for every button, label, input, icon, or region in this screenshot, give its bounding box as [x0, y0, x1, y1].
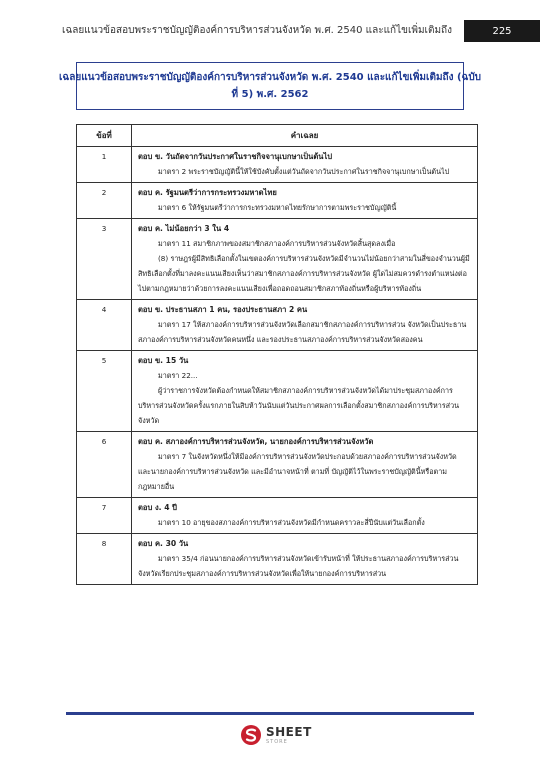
- logo-subtext: STORE: [266, 738, 288, 745]
- document-title-box: [58, 62, 482, 110]
- answer-choice: ตอบ ค. รัฐมนตรีว่าการกระทรวงมหาดไทย: [138, 188, 277, 197]
- page-number: 225: [464, 20, 540, 42]
- table-row: [77, 432, 478, 498]
- row-answer-cell: [132, 219, 478, 300]
- answer-explanation: มาตรา 6 ให้รัฐมนตรีว่าการกระทรวงมหาดไทยรักษาการตามพระราชบัญญัตินี้: [158, 203, 397, 212]
- answer-explanation: มาตรา 35/4 ก่อนนายกองค์การบริหารส่วนจังหวัดเข้ารับหน้าที่ ให้ประธานสภาองค์การบริหารส่วนจังหวัดเรียกประชุมสภาองค์การบริหารส่วนจังหวัดเพื่อให้นายกองค์การบริหารส่วน: [138, 554, 459, 578]
- row-number: 3: [77, 219, 132, 300]
- table-row: [77, 183, 478, 219]
- table-row: [77, 300, 478, 351]
- row-answer-cell: [132, 498, 478, 534]
- answer-choice: ตอบ ค. สภาองค์การบริหารส่วนจังหวัด, นายกองค์การบริหารส่วนจังหวัด: [138, 437, 374, 446]
- running-header: [0, 20, 540, 42]
- row-number: 6: [77, 432, 132, 498]
- row-answer-cell: [132, 351, 478, 432]
- row-number: 5: [77, 351, 132, 432]
- row-number: 4: [77, 300, 132, 351]
- running-title: เฉลยแนวข้อสอบพระราชบัญญัติองค์การบริหารส่วนจังหวัด พ.ศ. 2540 และแก้ไขเพิ่มเติมถึง: [62, 25, 452, 36]
- row-answer-cell: [132, 432, 478, 498]
- answer-explanation: มาตรา 10 อายุของสภาองค์การบริหารส่วนจังหวัดมีกำหนดคราวละสี่ปีนับแต่วันเลือกตั้ง: [158, 518, 425, 527]
- column-header-number: ข้อที่: [77, 125, 132, 147]
- row-number: 7: [77, 498, 132, 534]
- row-number: 8: [77, 534, 132, 585]
- answer-explanation: มาตรา 17 ให้สภาองค์การบริหารส่วนจังหวัดเลือกสมาชิกสภาองค์การบริหารส่วน จังหวัดเป็นประธานสภาองค์การบริหารส่วนจังหวัดคนหนึ่ง และรองประธานสภาองค์การบริหารส่วนจังหวัดสองคน: [138, 320, 467, 344]
- answer-choice: ตอบ ค. ไม่น้อยกว่า 3 ใน 4: [138, 224, 230, 233]
- answer-explanation: มาตรา 7 ในจังหวัดหนึ่งให้มีองค์การบริหารส่วนจังหวัดประกอบด้วยสภาองค์การบริหารส่วนจังหวัด และนายกองค์การบริหารส่วนจังหวัด และมีอำนาจหน้าที่ ตามที่ บัญญัติไว้ในพระราชบัญญัตินี้หรือตามกฎหมายอื่น: [138, 452, 457, 491]
- row-answer-cell: [132, 147, 478, 183]
- table-row: [77, 219, 478, 300]
- answer-explanation: ผู้ว่าราชการจังหวัดต้องกำหนดให้สมาชิกสภาองค์การบริหารส่วนจังหวัดได้มาประชุมสภาองค์การบริหารส่วนจังหวัดครั้งแรกภายในสิบห้าวันนับแต่วันประกาศผลการเลือกตั้งสมาชิกสภาองค์การบริหารส่วนจังหวัด: [138, 386, 460, 425]
- footer-divider: [66, 712, 474, 715]
- row-answer-cell: [132, 300, 478, 351]
- answer-table: [76, 124, 478, 585]
- title-line-1: เฉลยแนวข้อสอบพระราชบัญญัติองค์การบริหารส่วนจังหวัด พ.ศ. 2540 และแก้ไขเพิ่มเติมถึง (ฉบับ: [58, 72, 482, 83]
- table-header-row: [77, 125, 478, 147]
- sheet-logo-icon: [240, 724, 262, 746]
- answer-choice: ตอบ ข. วันถัดจากวันประกาศในราชกิจจานุเบกษาเป็นต้นไป: [138, 152, 333, 161]
- row-answer-cell: [132, 534, 478, 585]
- table-row: [77, 498, 478, 534]
- answer-explanation: มาตรา 2 พระราชบัญญัตินี้ให้ใช้บังคับตั้งแต่วันถัดจากวันประกาศในราชกิจจานุเบกษาเป็นต้นไป: [158, 167, 450, 176]
- table-row: [77, 351, 478, 432]
- row-answer-cell: [132, 183, 478, 219]
- row-number: 2: [77, 183, 132, 219]
- table-row: [77, 534, 478, 585]
- answer-explanation: (8) ราษฎรผู้มีสิทธิเลือกตั้งในเขตองค์การบริหารส่วนจังหวัดมีจำนวนไม่น้อยกว่าสามในสี่ของจำนวนผู้มีสิทธิเลือกตั้งที่มาลงคะแนนเสียงเห็นว่าสมาชิกสภาองค์การบริหารส่วนจังหวัด ผู้ใดไม่สมควรดำรงตำแหน่งต่อไปตามกฎหมายว่าด้วยการลงคะแนนเสียงเพื่อถอดถอนสมาชิกสภาท้องถิ่นหรือผู้บริหารท้องถิ่น: [138, 254, 470, 293]
- logo-wordmark: SHEET: [266, 724, 312, 739]
- answer-choice: ตอบ ค. 30 วัน: [138, 539, 189, 548]
- answer-choice: ตอบ ข. ประธานสภา 1 คน, รองประธานสภา 2 คน: [138, 305, 308, 314]
- column-header-answer: คำเฉลย: [132, 125, 478, 147]
- answer-explanation: มาตรา 11 สมาชิกภาพของสมาชิกสภาองค์การบริหารส่วนจังหวัดสิ้นสุดลงเมื่อ: [158, 239, 396, 248]
- answer-explanation: มาตรา 22...: [158, 371, 198, 380]
- answer-choice: ตอบ ข. 15 วัน: [138, 356, 189, 365]
- table-row: [77, 147, 478, 183]
- answer-choice: ตอบ ง. 4 ปี: [138, 503, 177, 512]
- sheet-store-logo: [240, 724, 312, 746]
- title-line-2: ที่ 5) พ.ศ. 2562: [231, 89, 309, 100]
- row-number: 1: [77, 147, 132, 183]
